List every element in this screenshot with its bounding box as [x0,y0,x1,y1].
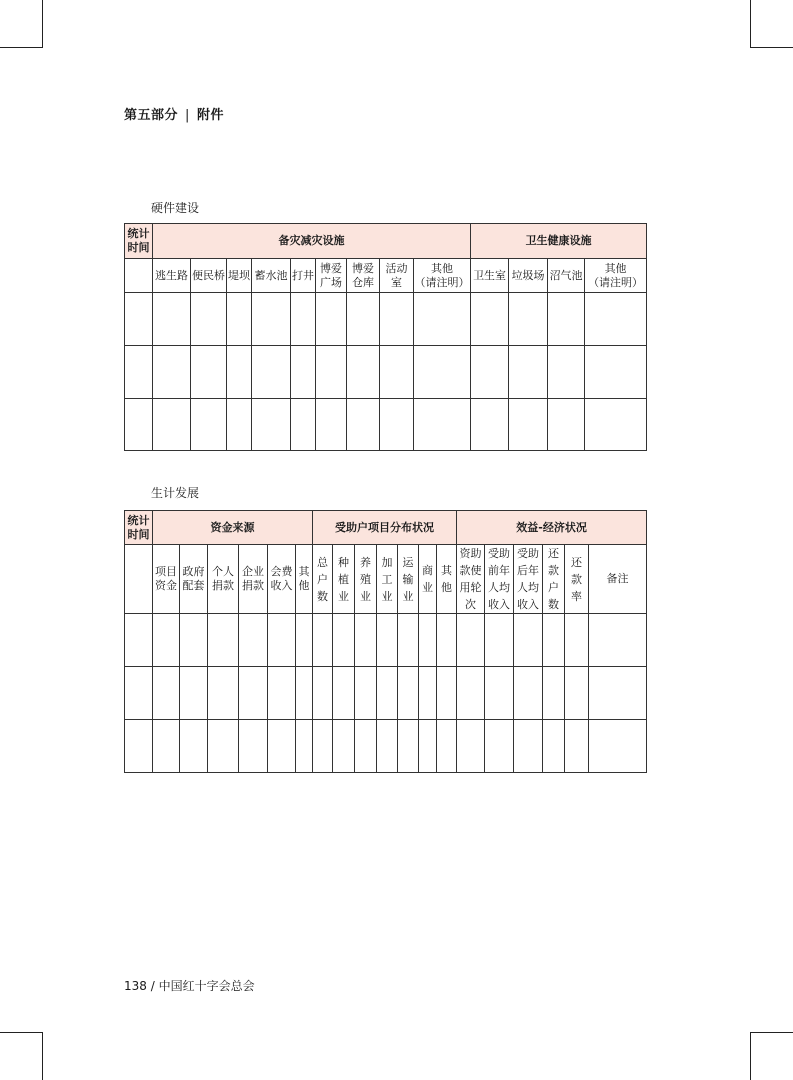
header-line: 养 [360,555,371,569]
column-header: 备注 [589,545,647,614]
page-footer [124,977,255,994]
publisher-name: 中国红十字会总会 [158,979,255,993]
header-line: 前年 [488,564,511,577]
header-line: 款使 [459,564,482,577]
header-line: 用轮 [459,581,482,594]
table-row [125,720,647,773]
column-header [208,545,239,614]
column-header [437,545,457,614]
header-line: 他 [441,581,453,594]
fund-source-header: 资金来源 [153,511,313,545]
table-row [125,346,647,399]
header-line: 款 [548,564,560,577]
crop-mark [0,47,42,48]
stat-time-header: 统计时间 [125,224,153,259]
column-header [153,545,180,614]
column-header [347,259,380,293]
header-line: 户 [317,572,328,586]
column-header [398,545,419,614]
column-header [419,545,437,614]
header-line: 户 [548,581,560,594]
header-line: 活动 [385,261,408,275]
table-row [125,614,647,667]
column-header [543,545,565,614]
column-header: 垃圾场 [509,259,548,293]
header-line: 会费 [270,565,293,578]
column-header [377,545,398,614]
column-header: 打井 [291,259,316,293]
column-header [333,545,355,614]
header-line: 植 [338,572,349,586]
header-line: 款 [571,572,583,586]
header-line: 其 [298,565,310,578]
header-line: 总 [317,555,328,569]
header-line: 次 [465,598,477,611]
crop-mark [750,0,751,48]
column-header [125,259,153,293]
header-line: 个人 [212,565,234,578]
column-header: 便民桥 [191,259,227,293]
header-line: 殖 [360,572,371,586]
hardware-table [124,223,647,451]
header-line: 其 [441,564,453,577]
column-header [414,259,471,293]
section-title: 附件 [196,108,224,123]
header-line: 博爱 [320,261,342,275]
header-line: 其他 [604,261,627,275]
health-facilities-header: 卫生健康设施 [471,224,647,259]
column-header [485,545,514,614]
column-header [585,259,647,293]
column-header [380,259,414,293]
column-header [514,545,543,614]
header-line: 运 [402,555,414,569]
section-header [124,104,224,123]
column-header: 卫生室 [471,259,509,293]
header-line: 收入 [488,598,511,611]
column-header [239,545,268,614]
disaster-facilities-header: 备灾减灾设施 [153,224,471,259]
column-header [125,545,153,614]
header-line: 捐款 [242,579,264,592]
footer-separator: / [150,979,155,993]
crop-mark [751,1032,793,1033]
table-row [125,667,647,720]
header-line: 室 [391,275,402,289]
header-line: 资金 [155,579,177,592]
hardware-caption: 硬件建设 [151,201,200,215]
section-part: 第五部分 [124,108,179,123]
crop-mark [751,47,793,48]
header-line: （请注明） [414,275,470,289]
header-line: 博爱 [352,261,374,275]
header-line: 受助 [517,547,540,560]
header-line: 种 [338,555,349,569]
column-header: 逃生路 [153,259,191,293]
header-line: 仓库 [352,275,374,289]
header-line: 工 [381,572,393,586]
column-header: 堤坝 [227,259,252,293]
header-line: 还 [571,555,583,569]
header-line: 输 [402,572,414,586]
header-line: 数 [548,598,560,611]
table-row [125,399,647,451]
header-line: 业 [381,589,393,603]
column-header [313,545,333,614]
header-line: 企业 [242,565,264,578]
header-line: 资助 [459,547,482,560]
column-header [268,545,296,614]
header-line: 后年 [517,564,540,577]
column-header [457,545,485,614]
header-line: （请注明） [588,275,644,289]
column-header [180,545,208,614]
header-line: 商 [422,564,433,577]
stat-time-header: 统计时间 [125,511,153,545]
livelihood-table [124,510,647,773]
column-header [296,545,313,614]
header-line: 人均 [517,581,540,594]
header-line: 受助 [488,547,511,560]
header-line: 还 [548,547,560,560]
benefit-economic-header: 效益-经济状况 [457,511,647,545]
header-line: 他 [298,579,310,592]
table-row [125,293,647,346]
header-line: 项目 [155,565,177,578]
column-header: 蓄水池 [252,259,291,293]
header-line: 收入 [270,579,293,592]
header-line: 收入 [517,598,540,611]
header-line: 人均 [488,581,511,594]
crop-mark [750,1032,751,1080]
page-number: 138 [124,979,147,993]
header-line: 业 [402,589,414,603]
header-line: 广场 [320,275,342,289]
header-line: 业 [338,589,349,603]
livelihood-caption: 生计发展 [151,486,200,500]
header-line: 捐款 [212,579,234,592]
column-header [565,545,589,614]
header-line: 加 [381,555,393,569]
household-distribution-header: 受助户项目分布状况 [313,511,457,545]
header-line: 业 [360,589,371,603]
column-header: 沼气池 [548,259,585,293]
header-line: 政府 [182,565,205,578]
crop-mark [42,0,43,48]
header-line: 率 [571,589,583,603]
column-header [355,545,377,614]
section-separator: | [185,108,190,123]
header-line: 数 [317,589,328,603]
header-line: 业 [422,581,433,594]
crop-mark [42,1032,43,1080]
crop-mark [0,1032,42,1033]
header-line: 配套 [182,579,205,592]
header-line: 其他 [431,261,454,275]
column-header [316,259,347,293]
